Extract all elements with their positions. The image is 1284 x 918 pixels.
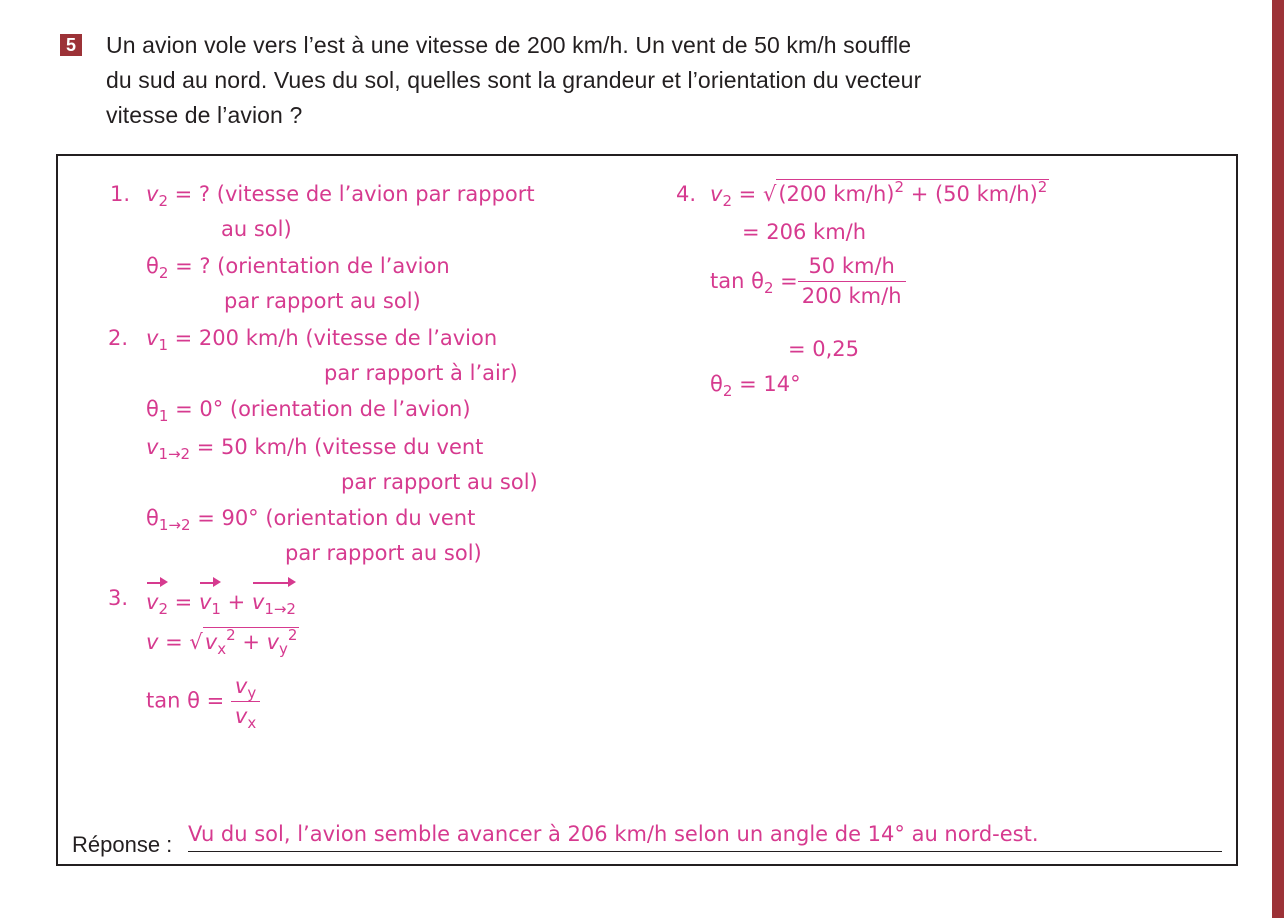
step-3-vector-equation: $v_2 = v_1 + v_{1\to 2}$ xyxy=(146,590,296,618)
step-4-number: 4. xyxy=(676,182,697,206)
step-4-tan-calc: $\tan \theta_2$ = $\frac{50 km/h}{200 km/h}$ xyxy=(710,256,906,307)
step-4-theta-result: $\theta_2 = 14^\circ$ xyxy=(710,372,801,400)
step-2-v12-continuation: par rapport au sol) xyxy=(341,470,538,494)
answer-label: Réponse : xyxy=(72,832,173,857)
page-edge-bar xyxy=(1272,0,1284,918)
step-2-theta1-line: $\theta_1 = 0^\circ$ (orientation de l’avion) xyxy=(146,397,471,425)
step-1-v2-continuation: au sol) xyxy=(221,217,292,241)
vector-v2: $v_2$ xyxy=(146,590,168,618)
step-2-theta12-continuation: par rapport au sol) xyxy=(285,541,482,565)
step-3-magnitude-formula: $v = √v_x^2 + v_y^2$ xyxy=(146,626,298,658)
step-3-number: 3. xyxy=(108,586,129,610)
step-2-number: 2. xyxy=(108,326,129,350)
step-4-magnitude-calc: $v_2 = √(200$ km/h)$^2$ + (50 km/h)$^2$ xyxy=(710,178,1048,210)
step-3-tan-formula: tan θ = $\frac{v_y}{v_x}$ xyxy=(146,676,260,727)
step-2-v1-continuation: par rapport à l’air) xyxy=(324,361,518,385)
question-line-1: Un avion vole vers l’est à une vitesse de 200 km/h. Un vent de 50 km/h souffle xyxy=(106,32,912,58)
vector-v1: $v_1$ xyxy=(198,590,221,618)
step-4-magnitude-result: = 206 km/h xyxy=(742,220,867,244)
question-line-2: du sud au nord. Vues du sol, quelles sont la grandeur et l’orientation du vecteur xyxy=(106,67,922,93)
step-2-v12-line: $v_{1\to 2} = 50$ km/h (vitesse du vent xyxy=(146,435,484,463)
step-4-tan-result: = 0,25 xyxy=(788,337,860,361)
sqrt-symbol: √ xyxy=(189,630,203,654)
question-line-3: vitesse de l’avion ? xyxy=(106,102,303,128)
answer-underline xyxy=(188,851,1222,852)
step-2-v1-line: $v_1 = 200$ km/h (vitesse de l’avion xyxy=(146,326,498,354)
vector-v12: $v_{1\to 2}$ xyxy=(251,590,296,618)
question-number: 5 xyxy=(60,34,82,56)
step-2-theta12-line: $\theta_{1\to 2} = 90^\circ$ (orientation du vent xyxy=(146,506,476,534)
step-1-theta2-continuation: par rapport au sol) xyxy=(224,289,421,313)
step-1-theta2-line: $\theta_2$ = ? (orientation de l’avion xyxy=(146,254,450,282)
step-1-v2-line: $v_2$ = ? (vitesse de l’avion par rapport xyxy=(146,182,535,210)
answer-text: Vu du sol, l’avion semble avancer à 206 km/h selon un angle de 14° au nord-est. xyxy=(188,822,1039,846)
sqrt-symbol: √ xyxy=(762,182,777,206)
step-1-number: 1. xyxy=(110,182,131,206)
